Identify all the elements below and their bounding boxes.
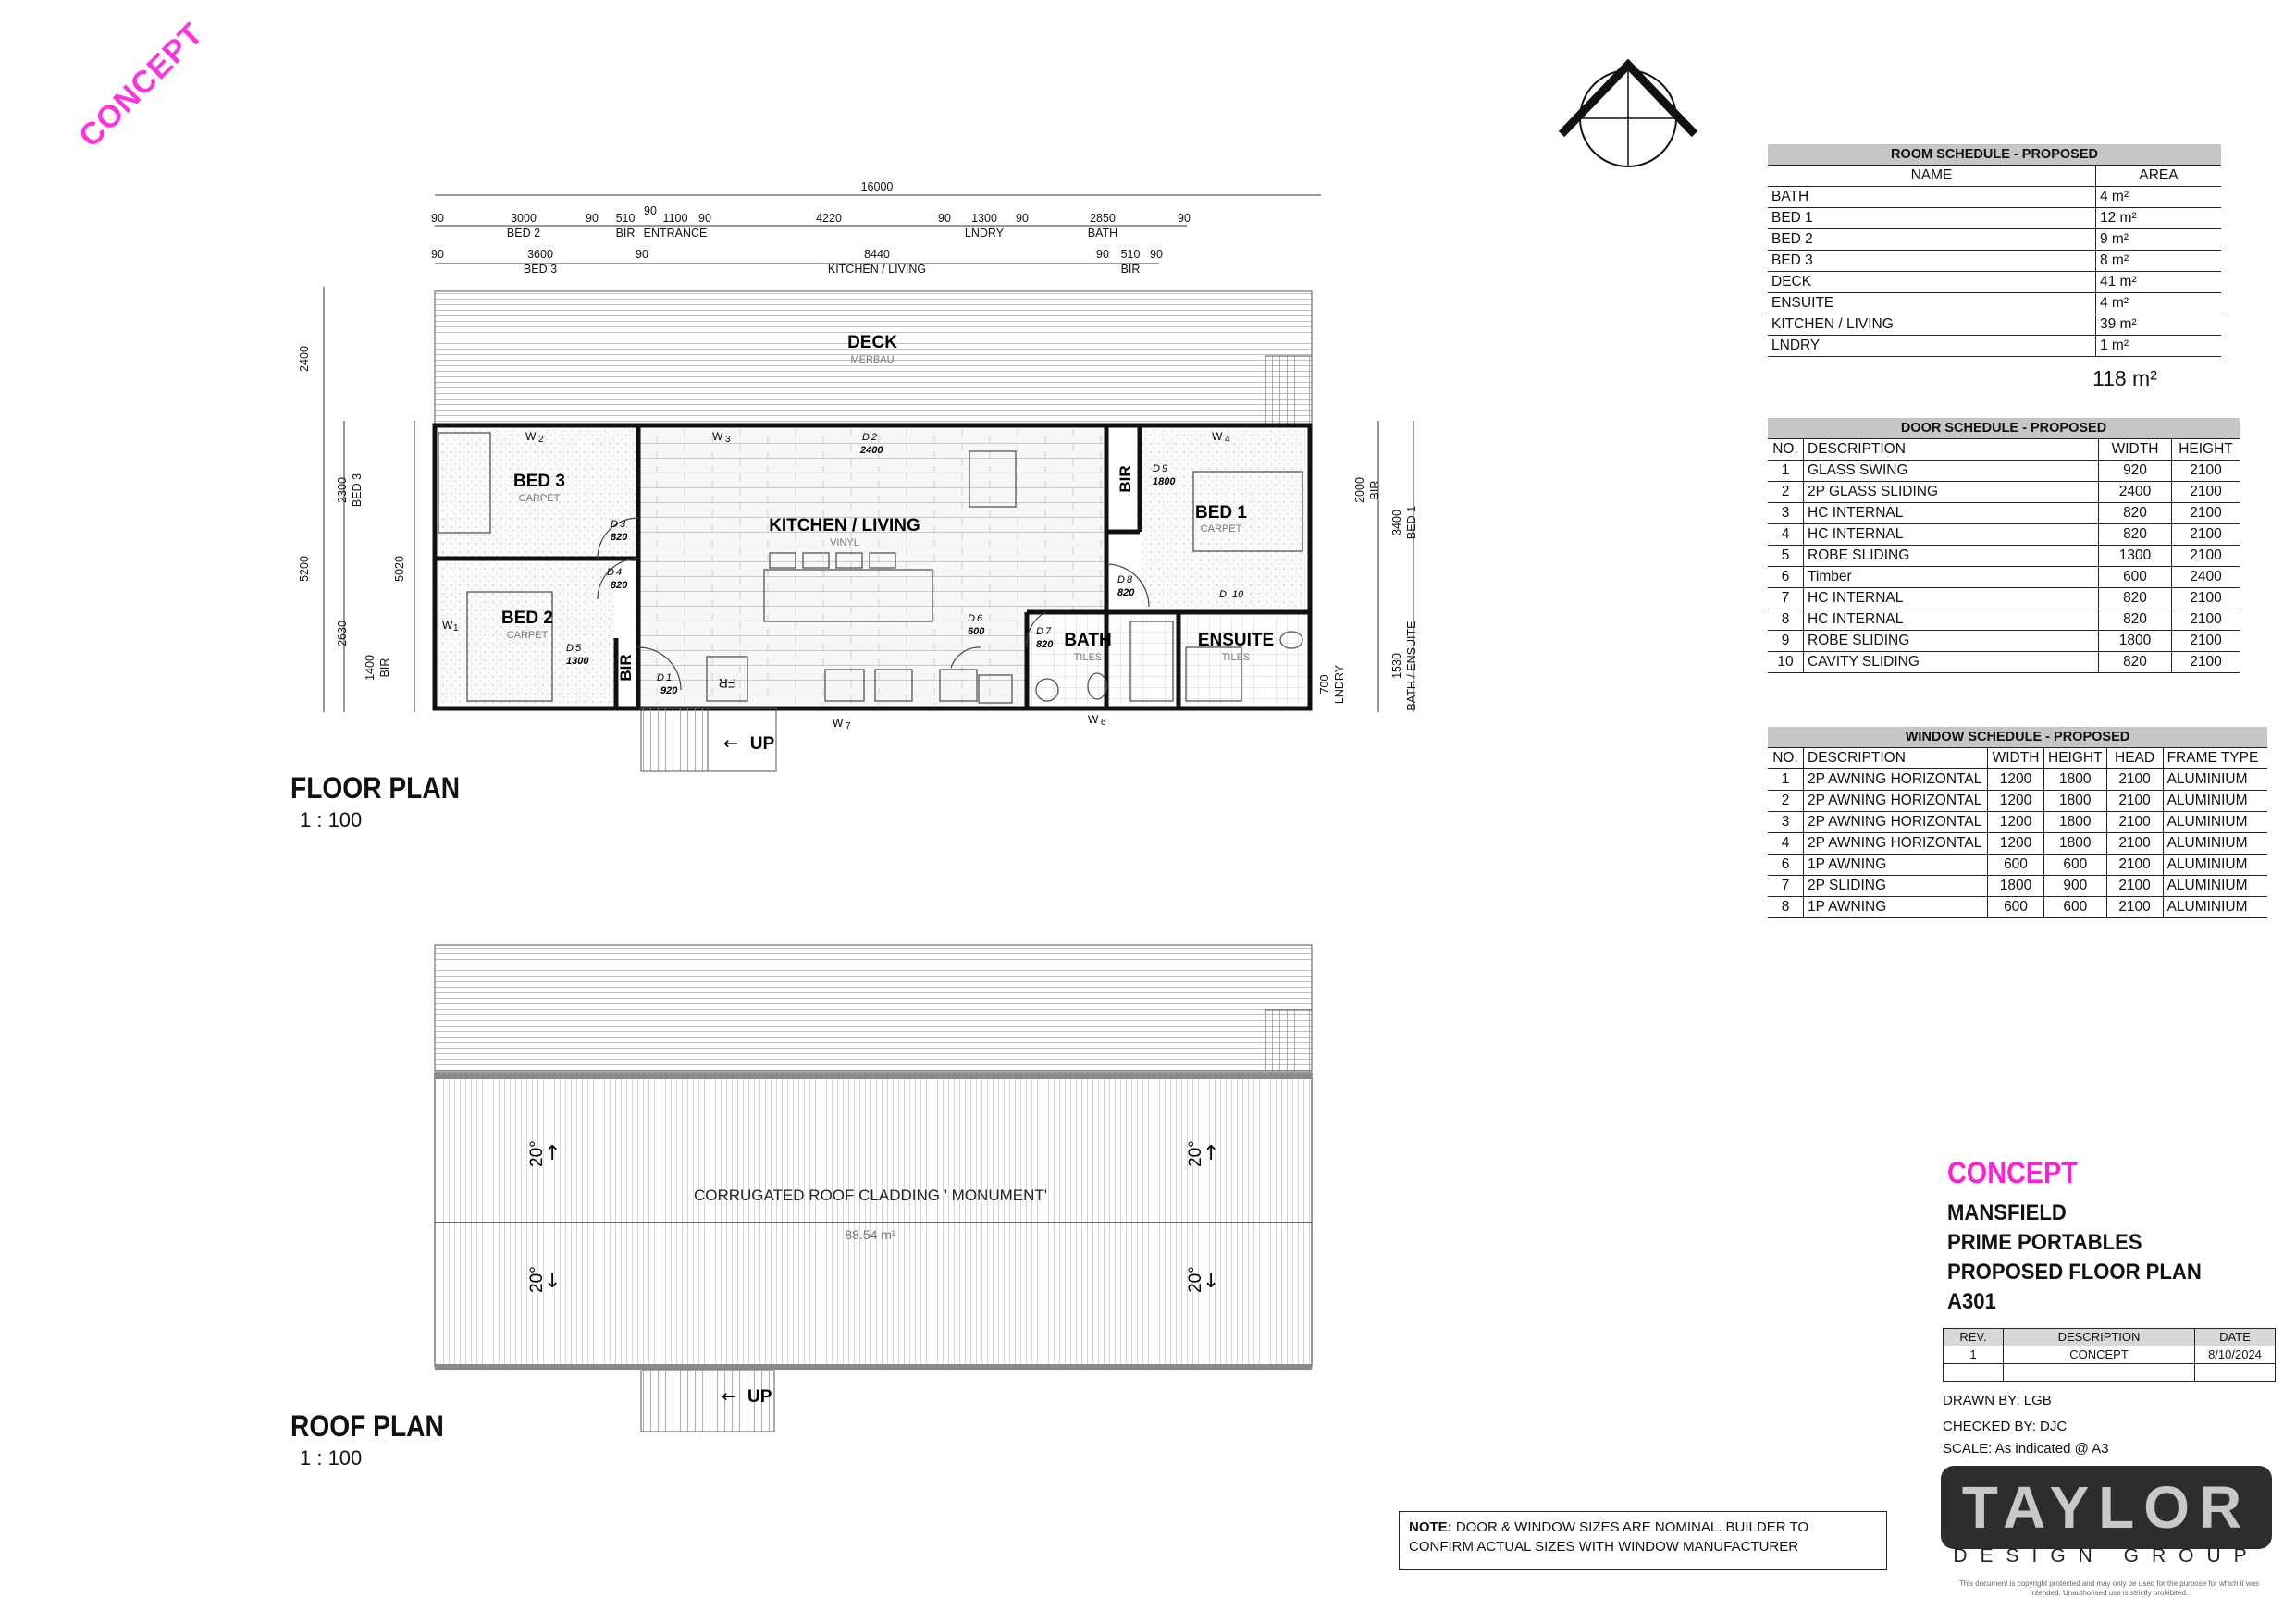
table-row: 5 ROBE SLIDING 1300 2100 [1768,546,2240,567]
label-bed3-v: BED 3 [351,473,364,508]
dim-90: 90 [636,248,648,261]
col-area: AREA [2096,166,2222,187]
label-bir-v: BIR [378,658,391,678]
svg-text:820: 820 [611,580,628,591]
status-badge: CONCEPT [1947,1156,2078,1189]
floor-plan [298,180,1418,771]
door-tag-10 [1219,589,1244,600]
label-kitchen: KITCHEN / LIVING [827,263,927,276]
svg-text:W: W [712,430,723,443]
roof-plan [435,945,1312,1432]
table-row: 1 GLASS SWING 920 2100 [1768,461,2240,482]
label-bir-right: BIR [1368,480,1381,500]
dim-90: 90 [1178,212,1191,225]
arrow-left-icon: ← [722,1386,736,1407]
table-row: 3 HC INTERNAL 820 2100 [1768,503,2240,524]
arrow-left-icon: ← [723,733,738,754]
door-schedule: DOOR SCHEDULE - PROPOSED NO. DESCRIPTION WIDTH HEIGHT 1 GLASS SWING 920 2100 2 2P GLASS SLIDING 2400 2100 3 HC INTERNAL 820 2100 4 HC INTERNAL 820 2100 5 ROBE SLIDING 1300 2100 6 Timber 600 2400 7 HC INTERNAL 820 2100 8 HC INTERNAL 820 2100 9 ROBE SLIDING 1800 2100 10 CAVITY SLIDING 820 2100 [1768,418,2240,673]
drawn-by: DRAWN BY: LGB [1943,1393,2052,1408]
table-row: KITCHEN / LIVING 39 m² [1768,314,2221,336]
svg-text:3: 3 [725,435,731,445]
door-schedule-title: DOOR SCHEDULE - PROPOSED [1768,418,2240,439]
svg-text:2: 2 [538,435,544,445]
dim-90: 90 [431,248,444,261]
room-bath: BATH [1064,631,1112,650]
sheet-scale: SCALE: As indicated @ A3 [1943,1441,2109,1457]
table-row: 8 HC INTERNAL 820 2100 [1768,609,2240,631]
svg-text:820: 820 [1036,639,1054,650]
room-deck-finish: MERBAU [850,354,895,365]
label-bed2: BED 2 [506,227,541,240]
svg-text:D: D [607,567,614,578]
svg-text:1800: 1800 [1153,476,1176,487]
svg-text:D: D [1117,574,1125,585]
sizes-note [1399,1511,1887,1570]
concept-watermark: CONCEPT [72,16,211,154]
copyright-notice: This document is copyright protected and may only be used for the purpose for which it was intended. Unauthorised use is strictly prohibited. [1958,1580,2260,1597]
dim-lndry: 1300 [971,212,997,225]
room-bed2: BED 2 [501,609,553,628]
dim-living: 4220 [816,212,842,225]
svg-text:6: 6 [1101,718,1106,728]
table-row: 7 2P SLIDING 1800 900 2100 ALUMINIUM [1768,876,2267,897]
dim-bed2: 3000 [511,212,537,225]
room-total: 118 m² [2092,366,2157,390]
label-bir-wardrobe: BIR [1117,465,1134,493]
arrow-down-icon: ↓ [1203,1270,1220,1293]
dim-bath: 2850 [1090,212,1116,225]
label-bir: BIR [1120,263,1141,276]
room-bed1-finish: CARPET [1200,523,1242,535]
label-bir-wardrobe: BIR [617,654,635,682]
dim-bed3: 3600 [527,248,553,261]
drawing-number: A301 [1947,1289,1996,1314]
svg-text:820: 820 [1117,587,1135,598]
checked-by: CHECKED BY: DJC [1943,1419,2068,1434]
window-schedule: WINDOW SCHEDULE - PROPOSED NO. DESCRIPTION WIDTH HEIGHT HEAD FRAME TYPE 1 2P AWNING HORIZONTAL 1200 1800 2100 ALUMINIUM 2 2P AWNING HORIZONTAL 1200 1800 2100 ALUMINIUM 3 2P AWNING HORIZONTAL 1200 1800 2100 ALUMINIUM 4 2P AWNING HORIZONTAL 1200 1800 2100 ALUMINIUM 6 1P AWNING 600 600 2100 ALUMINIUM 7 2P SLIDING 1800 900 2100 ALUMINIUM 8 1P AWNING 600 600 2100 ALUMINIUM [1768,727,2267,918]
svg-text:D: D [1219,589,1227,600]
svg-text:W: W [1212,430,1223,443]
window-tag-6 [1088,713,1106,728]
arrow-up-icon: ↑ [544,1142,562,1165]
dim-overall: 16000 [860,180,894,193]
label-lndry: LNDRY [964,227,1005,240]
svg-text:7: 7 [846,721,851,732]
label-up: UP [747,1387,772,1407]
svg-text:10: 10 [1232,589,1244,600]
table-row: 9 ROBE SLIDING 1800 2100 [1768,631,2240,652]
dim-kitchen: 8440 [864,248,890,261]
col-name: NAME [1768,166,2096,187]
table-row: 6 1P AWNING 600 600 2100 ALUMINIUM [1768,855,2267,876]
svg-text:D: D [657,672,664,683]
roof-cladding: CORRUGATED ROOF CLADDING ' MONUMENT' [693,1187,1048,1204]
window-tag-7 [833,717,851,732]
svg-text:D: D [566,643,574,654]
table-row: BED 1 12 m² [1768,208,2221,229]
entry-stair [641,708,708,771]
north-arrow-icon [1562,65,1695,166]
room-bed1: BED 1 [1195,503,1247,523]
dim-90: 90 [1016,212,1029,225]
arrow-up-icon: ↑ [1203,1142,1220,1165]
dim-entrance: 1100 [662,212,688,225]
table-row: LNDRY 1 m² [1768,336,2221,357]
room-schedule [1768,144,2221,357]
svg-text:D: D [1153,463,1160,474]
roof-pitch: 20° [527,1140,547,1167]
room-ensuite: ENSUITE [1197,631,1275,650]
svg-text:W: W [525,430,537,443]
roof-plan-scale: 1 : 100 [300,1446,363,1469]
note-text: DOOR & WINDOW SIZES ARE NOMINAL. BUILDER TO CONFIRM ACTUAL SIZES WITH WINDOW MANUFACTURER [1409,1519,1809,1555]
table-row: ENSUITE 4 m² [1768,293,2221,314]
drawing-title: PROPOSED FLOOR PLAN [1947,1260,2202,1285]
dim-bir: 510 [615,212,636,225]
svg-text:4: 4 [1225,435,1230,445]
table-row [1944,1364,2276,1382]
svg-text:D: D [1036,626,1043,637]
table-row: 10 CAVITY SLIDING 820 2100 [1768,652,2240,673]
svg-text:D: D [611,519,618,530]
dim-left-total: 5200 [298,556,311,582]
svg-text:1300: 1300 [566,656,589,667]
revision-table: REV. DESCRIPTION DATE 1 CONCEPT 8/10/2024 [1943,1328,2276,1382]
table-row: 3 2P AWNING HORIZONTAL 1200 1800 2100 ALUMINIUM [1768,812,2267,833]
dim-bir-depth: 1400 [364,655,376,681]
dim-90: 90 [431,212,444,225]
roof-pitch: 20° [1186,1140,1205,1167]
label-entrance: ENTRANCE [643,227,708,240]
room-bed3: BED 3 [513,472,565,491]
dim-bed2-depth: 2630 [336,621,349,646]
door-tag-8 [1117,574,1135,598]
label-lndry-right: LNDRY [1333,664,1346,705]
svg-text:2400: 2400 [860,445,883,456]
svg-text:9: 9 [1162,463,1168,474]
dim-bath-right: 1530 [1390,653,1403,679]
svg-text:920: 920 [660,685,678,696]
table-row: DECK 41 m² [1768,272,2221,293]
table-row: 4 HC INTERNAL 820 2100 [1768,524,2240,546]
window-schedule-title: WINDOW SCHEDULE - PROPOSED [1768,727,2267,748]
svg-text:W: W [833,717,844,730]
table-row: 1 2P AWNING HORIZONTAL 1200 1800 2100 ALUMINIUM [1768,769,2267,791]
deck-step [1265,356,1312,425]
note-label: NOTE: [1409,1519,1452,1535]
floor-plan-title: FLOOR PLAN [290,771,461,805]
table-row: 8 1P AWNING 600 600 2100 ALUMINIUM [1768,897,2267,918]
svg-text:W: W [1088,713,1099,726]
roof-plan-title: ROOF PLAN [290,1409,444,1443]
svg-text:600: 600 [968,626,985,637]
svg-text:4: 4 [616,567,623,578]
label-bath: BATH [1087,227,1118,240]
project-name: MANSFIELD [1947,1200,2067,1225]
dim-inner: 5020 [393,556,406,582]
room-deck: DECK [847,333,897,352]
roof-pitch: 20° [1186,1266,1205,1293]
dim-90: 90 [938,212,951,225]
room-bed3-finish: CARPET [518,493,561,504]
svg-text:1: 1 [666,672,673,683]
dim-90: 90 [1096,248,1109,261]
dim-deck: 2400 [298,346,311,372]
table-row: 2 2P AWNING HORIZONTAL 1200 1800 2100 ALUMINIUM [1768,791,2267,812]
svg-text:5: 5 [575,643,582,654]
label-up: UP [749,734,775,754]
table-row: 4 2P AWNING HORIZONTAL 1200 1800 2100 ALUMINIUM [1768,833,2267,855]
dim-bir: 510 [1120,248,1141,261]
dim-bed3-depth: 2300 [336,477,349,503]
table-row: 7 HC INTERNAL 820 2100 [1768,588,2240,609]
dim-lndry-right: 700 [1318,674,1331,695]
client-name: PRIME PORTABLES [1947,1230,2142,1255]
table-row: BED 2 9 m² [1768,229,2221,251]
room-schedule-title: ROOM SCHEDULE - PROPOSED [1768,144,2221,166]
dim-bed1-right: 3400 [1390,510,1403,535]
label-bed3: BED 3 [523,263,558,276]
label-bed1-right: BED 1 [1405,505,1418,540]
svg-text:2: 2 [871,432,878,443]
room-ensuite-finish: TILES [1221,652,1251,663]
table-row: BATH 4 m² [1768,187,2221,208]
svg-text:D: D [968,613,975,624]
arrow-down-icon: ↓ [544,1270,562,1293]
table-row: 2 2P GLASS SLIDING 2400 2100 [1768,482,2240,503]
roof-pitch: 20° [527,1266,547,1293]
svg-text:8: 8 [1127,574,1133,585]
company-logo [1941,1466,2272,1549]
room-kitchen-finish: VINYL [830,537,859,548]
floor-plan-scale: 1 : 100 [300,808,363,831]
svg-text:W: W [442,619,453,632]
dim-90: 90 [1150,248,1163,261]
room-kitchen: KITCHEN / LIVING [769,516,920,535]
svg-text:6: 6 [977,613,983,624]
svg-text:1: 1 [453,623,459,633]
dim-bir-right: 2000 [1353,477,1366,503]
logo-wordmark: TAYLOR [1961,1474,2252,1541]
dim-90: 90 [586,212,599,225]
dim-90: 90 [698,212,711,225]
label-fridge: FR [718,676,736,691]
room-bath-finish: TILES [1073,652,1103,663]
room-bed2-finish: CARPET [506,630,549,641]
table-row: 6 Timber 600 2400 [1768,567,2240,588]
svg-text:3: 3 [620,519,626,530]
logo-subtitle: DESIGN GROUP [1953,1545,2260,1567]
roof-area: 88.54 m² [845,1227,896,1242]
label-bath-right: BATH / ENSUITE [1405,621,1418,711]
dim-90: 90 [644,204,657,217]
label-bir: BIR [615,227,636,240]
table-row: BED 3 8 m² [1768,251,2221,272]
svg-text:820: 820 [611,532,628,543]
svg-text:D: D [862,432,870,443]
svg-text:7: 7 [1045,626,1052,637]
table-row: 1 CONCEPT 8/10/2024 [1944,1346,2276,1364]
